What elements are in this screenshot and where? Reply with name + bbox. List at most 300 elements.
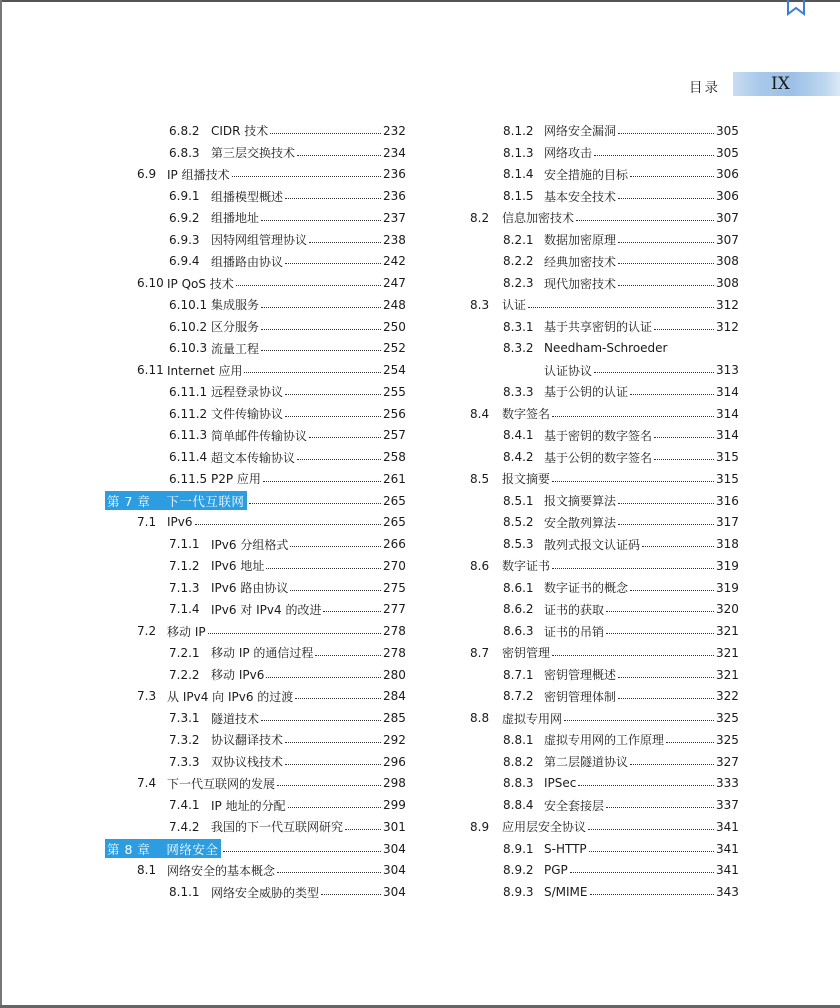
entry-page-number: 307 <box>716 210 739 225</box>
entry-title: CIDR 技术 <box>211 124 269 139</box>
entry-title: 网络安全的基本概念 <box>167 863 276 878</box>
dot-leader <box>285 263 381 264</box>
entry-title: 密钥管理体制 <box>544 689 617 704</box>
toc-entry[interactable] <box>105 664 405 686</box>
entry-title: 虚拟专用网的工作原理 <box>544 733 665 748</box>
dot-leader <box>261 350 381 351</box>
dot-leader <box>642 546 714 547</box>
entry-number: 8.7 <box>470 645 490 660</box>
entry-page-number: 298 <box>383 776 406 791</box>
dot-leader <box>277 872 381 873</box>
header-section-label: 目录 <box>689 80 720 96</box>
entry-number: 8.8 <box>470 711 490 726</box>
toc-entry[interactable] <box>470 251 738 273</box>
dot-leader <box>654 459 714 460</box>
entry-number: 7.3.2 <box>169 732 200 747</box>
entry-page-number: 313 <box>716 363 739 378</box>
dot-leader <box>297 459 381 460</box>
dot-leader <box>618 242 714 243</box>
entry-number: 6.11.5 <box>169 471 208 486</box>
toc-entry[interactable] <box>470 838 738 860</box>
entry-number: 8.6.3 <box>503 624 534 639</box>
toc-entry[interactable] <box>470 338 738 360</box>
toc-entry[interactable] <box>470 773 738 795</box>
toc-entry[interactable] <box>105 729 405 751</box>
toc-entry[interactable] <box>105 120 405 142</box>
toc-entry[interactable] <box>470 403 738 425</box>
dot-leader <box>244 372 381 373</box>
toc-entry[interactable] <box>105 185 405 207</box>
entry-title: 流量工程 <box>211 341 260 356</box>
dot-leader <box>261 329 381 330</box>
toc-entry[interactable] <box>105 512 405 534</box>
entry-number: 8.4.1 <box>503 428 534 443</box>
toc-entry[interactable] <box>105 359 405 381</box>
toc-entry[interactable] <box>470 446 738 468</box>
entry-page-number: 285 <box>383 711 406 726</box>
entry-number: 6.10 <box>137 276 164 291</box>
dot-leader <box>285 764 381 765</box>
entry-page-number: 319 <box>716 558 739 573</box>
toc-entry[interactable] <box>470 272 738 294</box>
entry-page-number: 242 <box>383 254 406 269</box>
toc-entry[interactable] <box>105 816 405 838</box>
entry-title: 移动 IP <box>167 624 206 639</box>
dot-leader <box>261 720 381 721</box>
toc-entry[interactable] <box>470 577 738 599</box>
toc-entry[interactable] <box>105 555 405 577</box>
toc-entry[interactable] <box>470 359 738 381</box>
entry-number: 8.5.1 <box>503 493 534 508</box>
entry-title: 安全散列算法 <box>544 515 617 530</box>
entry-page-number: 265 <box>383 515 406 530</box>
entry-page-number: 325 <box>716 732 739 747</box>
entry-number: 7.1 <box>137 515 157 530</box>
entry-title: 集成服务 <box>211 298 260 313</box>
toc-entry[interactable] <box>470 142 738 164</box>
entry-title: 密钥管理 <box>502 646 551 661</box>
entry-page-number: 250 <box>383 319 406 334</box>
toc-entry[interactable] <box>105 381 405 403</box>
entry-number: 6.10.1 <box>169 297 208 312</box>
entry-title: PGP <box>544 863 568 878</box>
toc-entry[interactable] <box>105 425 405 447</box>
entry-page-number: 278 <box>383 645 406 660</box>
dot-leader <box>552 416 714 417</box>
entry-number: 8.2.1 <box>503 232 534 247</box>
toc-entry[interactable] <box>105 577 405 599</box>
bookmark-icon[interactable] <box>786 0 806 16</box>
entry-page-number: 304 <box>383 841 406 856</box>
toc-entry[interactable] <box>470 207 738 229</box>
entry-title: 数字签名 <box>502 407 551 422</box>
toc-entry[interactable] <box>105 207 405 229</box>
entry-number: 8.1.4 <box>503 167 534 182</box>
toc-entry[interactable] <box>105 164 405 186</box>
dot-leader <box>618 677 714 678</box>
dot-leader <box>590 894 715 895</box>
entry-number: 8.8.2 <box>503 754 534 769</box>
entry-title: 现代加密技术 <box>544 276 617 291</box>
entry-page-number: 278 <box>383 624 406 639</box>
entry-title: P2P 应用 <box>211 472 261 487</box>
toc-entry[interactable] <box>105 642 405 664</box>
entry-number: 8.6 <box>470 558 490 573</box>
dot-leader <box>249 503 381 504</box>
entry-page-number: 321 <box>716 624 739 639</box>
entry-title: 超文本传输协议 <box>211 450 296 465</box>
entry-number: 7.1.1 <box>169 537 200 552</box>
entry-number: 7.3.3 <box>169 754 200 769</box>
entry-number: 7.1.4 <box>169 602 200 617</box>
toc-entry[interactable] <box>470 468 738 490</box>
dot-leader <box>295 698 381 699</box>
entry-page-number: 305 <box>716 145 739 160</box>
entry-title: 应用层安全协议 <box>502 820 587 835</box>
dot-leader <box>552 655 714 656</box>
entry-number: 8.4 <box>470 406 490 421</box>
chapter-title: 网络安全 <box>166 841 219 857</box>
entry-page-number: 257 <box>383 428 406 443</box>
entry-page-number: 318 <box>716 537 739 552</box>
toc-entry[interactable] <box>105 446 405 468</box>
entry-title: 网络安全漏洞 <box>544 124 617 139</box>
dot-leader <box>290 546 381 547</box>
dot-leader <box>654 437 714 438</box>
toc-entry[interactable] <box>105 229 405 251</box>
toc-entry[interactable] <box>105 338 405 360</box>
entry-title: 简单邮件传输协议 <box>211 428 308 443</box>
toc-entry[interactable] <box>105 620 405 642</box>
entry-title: 报文摘要 <box>502 472 551 487</box>
entry-number: 8.5 <box>470 471 490 486</box>
toc-entry[interactable] <box>470 229 738 251</box>
entry-page-number: 321 <box>716 667 739 682</box>
entry-title: 网络攻击 <box>544 146 593 161</box>
toc-entry[interactable] <box>470 642 738 664</box>
entry-title: 因特网组管理协议 <box>211 233 308 248</box>
entry-page-number: 306 <box>716 167 739 182</box>
entry-title: 网络安全威胁的类型 <box>211 885 320 900</box>
dot-leader <box>297 155 381 156</box>
entry-number: 6.8.3 <box>169 145 200 160</box>
toc-entry[interactable] <box>470 860 738 882</box>
toc-entry[interactable] <box>470 664 738 686</box>
chapter-heading[interactable] <box>105 491 247 510</box>
entry-title: 文件传输协议 <box>211 407 284 422</box>
entry-page-number: 252 <box>383 341 406 356</box>
dot-leader <box>618 698 714 699</box>
dot-leader <box>606 633 714 634</box>
toc-entry[interactable] <box>105 403 405 425</box>
dot-leader <box>630 394 714 395</box>
entry-title: 基于密钥的数字签名 <box>544 428 653 443</box>
dot-leader <box>309 437 381 438</box>
toc-entry[interactable] <box>105 251 405 273</box>
entry-title: 基于共享密钥的认证 <box>544 320 653 335</box>
entry-number: 8.9 <box>470 819 490 834</box>
entry-number: 7.3 <box>137 689 157 704</box>
entry-page-number: 236 <box>383 189 406 204</box>
toc-entry[interactable] <box>105 707 405 729</box>
entry-number: 8.5.2 <box>503 515 534 530</box>
dot-leader <box>208 633 381 634</box>
entry-title: IP QoS 技术 <box>167 276 234 291</box>
entry-number: 7.2 <box>137 624 157 639</box>
dot-leader <box>570 872 714 873</box>
entry-page-number: 314 <box>716 428 739 443</box>
toc-entry[interactable] <box>470 316 738 338</box>
toc-entry[interactable] <box>105 838 405 860</box>
entry-number: 8.7.2 <box>503 689 534 704</box>
entry-title: 第三层交换技术 <box>211 146 296 161</box>
entry-page-number: 341 <box>716 819 739 834</box>
entry-number: 8.8.4 <box>503 798 534 813</box>
entry-number: 8.3 <box>470 297 490 312</box>
entry-number: 7.2.2 <box>169 667 200 682</box>
entry-title: 我国的下一代互联网研究 <box>211 820 344 835</box>
entry-title: 基本安全技术 <box>544 189 617 204</box>
toc-entry[interactable] <box>105 468 405 490</box>
entry-title: 虚拟专用网 <box>502 711 563 726</box>
toc-entry[interactable] <box>105 490 405 512</box>
toc-entry[interactable] <box>470 512 738 534</box>
chapter-heading[interactable] <box>105 839 221 858</box>
dot-leader <box>630 590 714 591</box>
entry-title: 双协议栈技术 <box>211 755 284 770</box>
entry-page-number: 296 <box>383 754 406 769</box>
entry-title: 证书的获取 <box>544 602 605 617</box>
entry-number: 8.1.1 <box>169 885 200 900</box>
entry-title: 远程登录协议 <box>211 385 284 400</box>
toc-entry[interactable] <box>105 773 405 795</box>
entry-page-number: 320 <box>716 602 739 617</box>
entry-number: 8.2 <box>470 210 490 225</box>
dot-leader <box>618 503 714 504</box>
entry-number: 8.8.3 <box>503 776 534 791</box>
dot-leader <box>263 481 381 482</box>
entry-number: 8.2.2 <box>503 254 534 269</box>
entry-page-number: 305 <box>716 123 739 138</box>
dot-leader <box>285 742 381 743</box>
toc-entry[interactable] <box>470 794 738 816</box>
toc-entry[interactable] <box>105 599 405 621</box>
entry-title: IPv6 分组格式 <box>211 537 289 552</box>
dot-leader <box>236 285 381 286</box>
dot-leader <box>270 133 381 134</box>
dot-leader <box>232 176 381 177</box>
toc-entry[interactable] <box>470 686 738 708</box>
entry-title: 数据加密原理 <box>544 233 617 248</box>
toc-entry[interactable] <box>470 881 738 903</box>
dot-leader <box>589 851 714 852</box>
dot-leader <box>594 372 714 373</box>
entry-title: 组播路由协议 <box>211 254 284 269</box>
entry-number: 6.9 <box>137 167 157 182</box>
entry-number: 8.9.1 <box>503 841 534 856</box>
dot-leader <box>261 307 381 308</box>
entry-number: 6.9.4 <box>169 254 200 269</box>
dot-leader <box>578 785 714 786</box>
toc-entry[interactable] <box>105 686 405 708</box>
entry-number: 8.3.1 <box>503 319 534 334</box>
dot-leader <box>606 611 714 612</box>
toc-entry[interactable] <box>470 490 738 512</box>
entry-title: 安全措施的目标 <box>544 167 629 182</box>
dot-leader <box>261 220 381 221</box>
toc-entry[interactable] <box>470 751 738 773</box>
entry-number: 6.8.2 <box>169 123 200 138</box>
entry-title: 基于公钥的数字签名 <box>544 450 653 465</box>
entry-page-number: 258 <box>383 450 406 465</box>
entry-title: S/MIME <box>544 885 588 900</box>
toc-entry[interactable] <box>470 533 738 555</box>
entry-title: 组播地址 <box>211 211 260 226</box>
entry-page-number: 255 <box>383 384 406 399</box>
dot-leader <box>285 416 381 417</box>
entry-page-number: 247 <box>383 276 406 291</box>
entry-number: 6.11.3 <box>169 428 208 443</box>
entry-number: 6.11.4 <box>169 450 208 465</box>
dot-leader <box>588 829 714 830</box>
toc-entry[interactable] <box>105 294 405 316</box>
entry-title: 经典加密技术 <box>544 254 617 269</box>
toc-entry[interactable] <box>470 294 738 316</box>
entry-title: 第二层隧道协议 <box>544 755 629 770</box>
entry-title: 散列式报文认证码 <box>544 537 641 552</box>
entry-title: IPv6 地址 <box>211 559 265 574</box>
toc-entry[interactable] <box>105 751 405 773</box>
entry-page-number: 304 <box>383 885 406 900</box>
header-page-number: IX <box>771 74 790 94</box>
entry-page-number: 341 <box>716 863 739 878</box>
entry-title: IPSec <box>544 776 577 791</box>
entry-title: 认证 <box>502 298 527 313</box>
entry-number: 8.2.3 <box>503 276 534 291</box>
toc-entry[interactable] <box>105 794 405 816</box>
entry-number: 7.4.1 <box>169 798 200 813</box>
entry-number: 6.11.1 <box>169 384 208 399</box>
window-left-border <box>0 0 2 1008</box>
toc-entry[interactable] <box>470 599 738 621</box>
entry-title: Internet 应用 <box>167 363 243 378</box>
toc-column-left <box>105 120 405 903</box>
entry-number: 8.7.1 <box>503 667 534 682</box>
entry-title: IP 地址的分配 <box>211 798 286 813</box>
entry-title: 移动 IP 的通信过程 <box>211 646 314 661</box>
entry-page-number: 254 <box>383 363 406 378</box>
entry-title: 移动 IPv6 <box>211 668 265 683</box>
toc-entry[interactable] <box>470 555 738 577</box>
toc-entry[interactable] <box>105 272 405 294</box>
toc-entry[interactable] <box>470 381 738 403</box>
entry-title: 密钥管理概述 <box>544 668 617 683</box>
entry-page-number: 301 <box>383 819 406 834</box>
entry-number: 6.11 <box>137 363 164 378</box>
toc-entry[interactable] <box>470 185 738 207</box>
toc-entry[interactable] <box>105 881 405 903</box>
dot-leader <box>288 807 381 808</box>
entry-page-number: 284 <box>383 689 406 704</box>
dot-leader <box>564 720 714 721</box>
toc-entry[interactable] <box>105 533 405 555</box>
entry-number: 6.9.1 <box>169 189 200 204</box>
entry-title: IP 组播技术 <box>167 167 230 182</box>
chapter-number: 第 7 章 <box>107 493 151 509</box>
toc-entry[interactable] <box>105 316 405 338</box>
entry-page-number: 292 <box>383 732 406 747</box>
entry-page-number: 280 <box>383 667 406 682</box>
entry-page-number: 341 <box>716 841 739 856</box>
entry-page-number: 308 <box>716 254 739 269</box>
dot-leader <box>266 568 381 569</box>
entry-page-number: 306 <box>716 189 739 204</box>
toc-entry[interactable] <box>470 425 738 447</box>
dot-leader <box>618 133 714 134</box>
entry-title: 认证协议 <box>544 363 593 378</box>
window-top-border <box>0 0 840 2</box>
toc-entry[interactable] <box>470 816 738 838</box>
toc-entry[interactable] <box>470 620 738 642</box>
entry-number: 8.5.3 <box>503 537 534 552</box>
entry-title: Needham-Schroeder <box>544 341 668 356</box>
entry-number: 6.9.2 <box>169 210 200 225</box>
dot-leader <box>618 263 714 264</box>
dot-leader <box>552 481 714 482</box>
dot-leader <box>285 198 381 199</box>
entry-page-number: 325 <box>716 711 739 726</box>
entry-title: 从 IPv4 向 IPv6 的过渡 <box>167 689 294 704</box>
toc-entry[interactable] <box>470 120 738 142</box>
dot-leader <box>552 568 714 569</box>
entry-page-number: 317 <box>716 515 739 530</box>
entry-page-number: 256 <box>383 406 406 421</box>
entry-number: 8.1.3 <box>503 145 534 160</box>
entry-title: 安全套接层 <box>544 798 605 813</box>
dot-leader <box>285 394 381 395</box>
toc-entry[interactable] <box>470 707 738 729</box>
toc-entry[interactable] <box>105 860 405 882</box>
chapter-title: 下一代互联网 <box>166 493 245 509</box>
entry-page-number: 237 <box>383 210 406 225</box>
dot-leader <box>630 176 714 177</box>
entry-title: 证书的吊销 <box>544 624 605 639</box>
entry-page-number: 314 <box>716 406 739 421</box>
dot-leader <box>528 307 714 308</box>
entry-page-number: 238 <box>383 232 406 247</box>
dot-leader <box>576 220 714 221</box>
entry-page-number: 322 <box>716 689 739 704</box>
dot-leader <box>618 285 714 286</box>
entry-page-number: 265 <box>383 493 406 508</box>
entry-page-number: 337 <box>716 798 739 813</box>
entry-number: 8.1.5 <box>503 189 534 204</box>
dot-leader <box>654 329 714 330</box>
entry-number: 8.9.2 <box>503 863 534 878</box>
toc-entry[interactable] <box>470 164 738 186</box>
entry-title: 隧道技术 <box>211 711 260 726</box>
entry-title: IPv6 对 IPv4 的改进 <box>211 602 322 617</box>
dot-leader <box>309 242 381 243</box>
dot-leader <box>345 829 381 830</box>
entry-title: 数字证书 <box>502 559 551 574</box>
entry-title: 下一代互联网的发展 <box>167 776 276 791</box>
toc-entry[interactable] <box>105 142 405 164</box>
toc-entry[interactable] <box>470 729 738 751</box>
entry-page-number: 232 <box>383 123 406 138</box>
toc-column-right <box>470 120 738 903</box>
entry-title: IPv6 路由协议 <box>211 581 289 596</box>
